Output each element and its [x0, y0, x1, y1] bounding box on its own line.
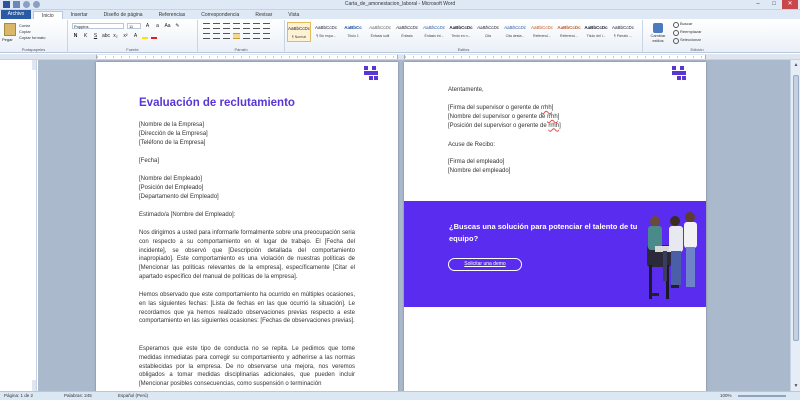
clipboard-group-label: Portapapeles [21, 47, 46, 52]
ribbon [0, 19, 800, 53]
status-bar [0, 391, 800, 400]
shrink-font-icon[interactable]: a [156, 23, 159, 29]
style-no-spacing[interactable]: AaBbCcDc ¶ Sin espa... [314, 25, 337, 38]
vertical-ruler-area [32, 70, 36, 380]
shading-icon[interactable] [253, 33, 260, 39]
font-group-label: Fuente [126, 47, 139, 52]
style-heading-1[interactable]: AaBbCc Título 1 [344, 25, 362, 38]
request-demo-link[interactable]: Solicitar una demo [448, 258, 522, 271]
paragraph-2: Hemos observado que este comportamiento ha ocurrido en múltiples ocasiones, en las siguientes fechas: [Lista de fechas en las que ocurrió la situación]. Le recordamos que ya hemos realizado observaciones previas respecto a este comportamiento en las siguientes ocasiones: [Fechas de observaciones previas]. [139, 292, 355, 325]
clipboard-actions [19, 23, 45, 41]
change-styles-button[interactable]: Cambiar estilos [648, 20, 668, 53]
styles-group-label: Estilos [457, 47, 470, 52]
tab-file[interactable]: Archivo [1, 10, 31, 19]
paragraph-row-2 [203, 33, 270, 39]
style-normal[interactable]: AaBbCcDc ¶ Normal [287, 22, 311, 42]
paragraph-group-label: Párrafo [234, 47, 248, 52]
paragraph-row-1 [203, 23, 270, 29]
numbering-icon[interactable] [213, 23, 220, 29]
vertical-ruler[interactable] [32, 60, 37, 391]
style-list-paragraph[interactable]: AaBbCcDc ¶ Párrafo ... [611, 25, 634, 38]
align-left-icon[interactable] [203, 33, 210, 39]
zoom-slider[interactable] [738, 395, 786, 397]
maximize-button[interactable]: □ [772, 1, 776, 7]
employee-position: [Posición del Empleado] [139, 184, 204, 191]
supervisor-name-line: [Nombre del supervisor o gerente de rrhh] [448, 113, 560, 120]
company-name: [Nombre de la Empresa] [139, 122, 205, 128]
paste-button[interactable]: Pegar [2, 37, 13, 42]
ribbon-tabs [0, 10, 800, 19]
document-workspace[interactable] [38, 60, 774, 391]
style-intense-reference[interactable]: AaBbCcDc Referenci... [557, 25, 581, 38]
paste-icon[interactable] [4, 23, 16, 36]
zoom-level[interactable]: 100% [720, 393, 732, 398]
receipt-block [448, 158, 510, 176]
style-intense-quote[interactable]: AaBbCcDc Cita desta... [503, 25, 526, 38]
highlight-color-icon[interactable] [142, 37, 148, 39]
clear-format-icon[interactable]: ✎ [175, 23, 180, 29]
replace-button[interactable]: Reemplazar [672, 28, 722, 36]
strikethrough-icon[interactable]: abc [102, 33, 111, 39]
style-book-title[interactable]: AaBbCcDc Título del l... [584, 25, 608, 38]
title-bar [0, 0, 800, 10]
company-block [139, 121, 355, 147]
editing-group-label: Edición [690, 47, 704, 52]
subscript-icon[interactable]: x₂ [113, 33, 118, 39]
find-button[interactable]: Buscar [672, 20, 722, 28]
copy-button[interactable]: Copiar [19, 29, 31, 34]
tab-page-layout[interactable]: Diseño de página [103, 12, 143, 18]
horizontal-ruler-page-1[interactable] [96, 55, 398, 59]
show-marks-icon[interactable] [263, 23, 270, 29]
document-title: Evaluación de reclutamiento [139, 97, 295, 109]
underline-icon[interactable]: S [93, 33, 98, 39]
promo-banner [404, 201, 706, 307]
scroll-up-icon[interactable]: ▲ [793, 62, 799, 68]
multilevel-list-icon[interactable] [223, 23, 230, 29]
employee-signature-line: [Firma del empleado] [448, 159, 505, 165]
sort-icon[interactable] [253, 23, 260, 29]
page-count[interactable]: Página: 1 de 2 [4, 393, 34, 398]
bullets-icon[interactable] [203, 23, 210, 29]
superscript-icon[interactable]: x² [123, 33, 128, 39]
supervisor-position-line: [Posición del supervisor o gerente de rrhh] [448, 122, 561, 129]
align-right-icon[interactable] [223, 33, 230, 39]
employee-name: [Nombre del Empleado] [139, 176, 203, 182]
date-line: [Fecha] [139, 158, 160, 164]
italic-icon[interactable]: K [83, 33, 88, 39]
font-size-select[interactable]: 11 [127, 23, 141, 29]
style-emphasis[interactable]: AaBbCcDc Énfasis [395, 25, 418, 38]
company-phone: [Teléfono de la Empresa] [139, 139, 206, 146]
paragraph-1: Nos dirigimos a usted para informarle formalmente sobre una preocupación seria con respecto a su comportamiento en el lugar de trabajo. El [Fecha del incidente], se observó que [Descripción detallada del comportamiento inapropiado]. Este comportamiento es una violación de nuestras políticas de [Mencionar las políticas relevantes de la empresa], específicamente [Citar el apartado específico del manual de políticas de la empresa]. [139, 230, 355, 280]
font-color-icon[interactable] [151, 37, 157, 39]
tab-references[interactable]: Referencias [158, 12, 186, 18]
window-title: Carta_de_amonestacion_laboral - Microsoft Word [344, 1, 456, 7]
tab-review[interactable]: Revisar [255, 12, 273, 18]
editing-group [672, 20, 722, 53]
vertical-scrollbar[interactable] [790, 60, 800, 391]
closing-line: Atentamente, [448, 87, 484, 93]
window-controls [750, 0, 798, 9]
receipt-heading: Acuse de Recibo: [448, 142, 496, 148]
styles-group [285, 20, 643, 53]
justify-icon[interactable] [233, 33, 240, 39]
scroll-down-icon[interactable]: ▼ [793, 383, 799, 389]
paragraph-group [198, 20, 285, 53]
language-indicator[interactable]: Español (Perú) [118, 393, 149, 398]
increase-indent-icon[interactable] [243, 23, 250, 29]
signature-block [448, 104, 561, 130]
workspace-right-margin [774, 60, 790, 391]
company-logo [364, 66, 378, 80]
font-row-2 [72, 33, 157, 39]
cut-button[interactable]: Cortar [19, 23, 31, 28]
style-strong[interactable]: AaBbCcDc Texto en n... [449, 25, 473, 38]
font-group [68, 20, 198, 53]
style-intense-emphasis[interactable]: AaBbCcDc Énfasis int... [422, 25, 445, 38]
horizontal-ruler-page-2[interactable] [404, 55, 706, 59]
style-subtle-reference[interactable]: AaBbCcDc Referenci... [530, 25, 553, 38]
style-quote[interactable]: AaBbCcDc Cita [476, 25, 499, 38]
word-count[interactable]: Palabras: 245 [64, 393, 92, 398]
minimize-button[interactable]: – [756, 1, 760, 7]
change-styles-icon [653, 23, 663, 33]
tab-insert[interactable]: Insertar [70, 12, 88, 18]
people-illustration [609, 201, 706, 307]
decrease-indent-icon[interactable] [233, 23, 240, 29]
banner-title: ¿Buscas una solución para potenciar el talento de tu equipo? [449, 222, 638, 243]
style-subtle-emphasis[interactable]: AaBbCcDc Énfasis sutil [368, 25, 391, 38]
select-button[interactable]: Seleccionar [672, 36, 722, 44]
company-address: [Dirección de la Empresa] [139, 130, 208, 137]
document-page-2[interactable] [404, 62, 706, 391]
employee-name-line: [Nombre del empleado] [448, 167, 511, 174]
clipboard-group [0, 20, 68, 53]
format-painter-button[interactable]: Copiar formato [19, 35, 46, 40]
employee-block [139, 175, 355, 201]
document-page-1[interactable] [96, 62, 398, 391]
company-logo [672, 66, 686, 80]
greeting: Estimado/a [Nombre del Empleado]: [139, 212, 236, 218]
paragraph-3: Esperamos que este tipo de conducta no se repita. Le pedimos que tome medidas inmediatas para corregir su comportamiento y adherirse a las normas establecidas por la empresa. De no observarse una mejora, nos veremos obligados a tomar medidas disciplinarias adicionales, que pueden incluir [Mencionar posibles consecuencias, como suspensión o terminación [139, 346, 355, 388]
tab-view[interactable]: Vista [288, 12, 300, 18]
grow-font-icon[interactable]: A [145, 23, 150, 29]
supervisor-signature-line: [Firma del supervisor o gerente de rrhh] [448, 105, 554, 111]
bold-icon[interactable]: N [73, 33, 78, 39]
close-button[interactable]: ✕ [782, 0, 798, 9]
change-case-icon[interactable]: Aa [164, 23, 171, 29]
align-center-icon[interactable] [213, 33, 220, 39]
tab-mailings[interactable]: Correspondencia [201, 12, 240, 18]
font-name-select[interactable]: Poppins [72, 23, 124, 29]
line-spacing-icon[interactable] [243, 33, 250, 39]
tab-home[interactable]: Inicio [33, 11, 63, 19]
scroll-thumb[interactable] [793, 75, 799, 341]
font-row-1 [72, 23, 181, 29]
text-effects-icon[interactable]: A [133, 33, 138, 39]
employee-department: [Departamento del Empleado] [139, 193, 219, 200]
borders-icon[interactable] [263, 33, 270, 39]
